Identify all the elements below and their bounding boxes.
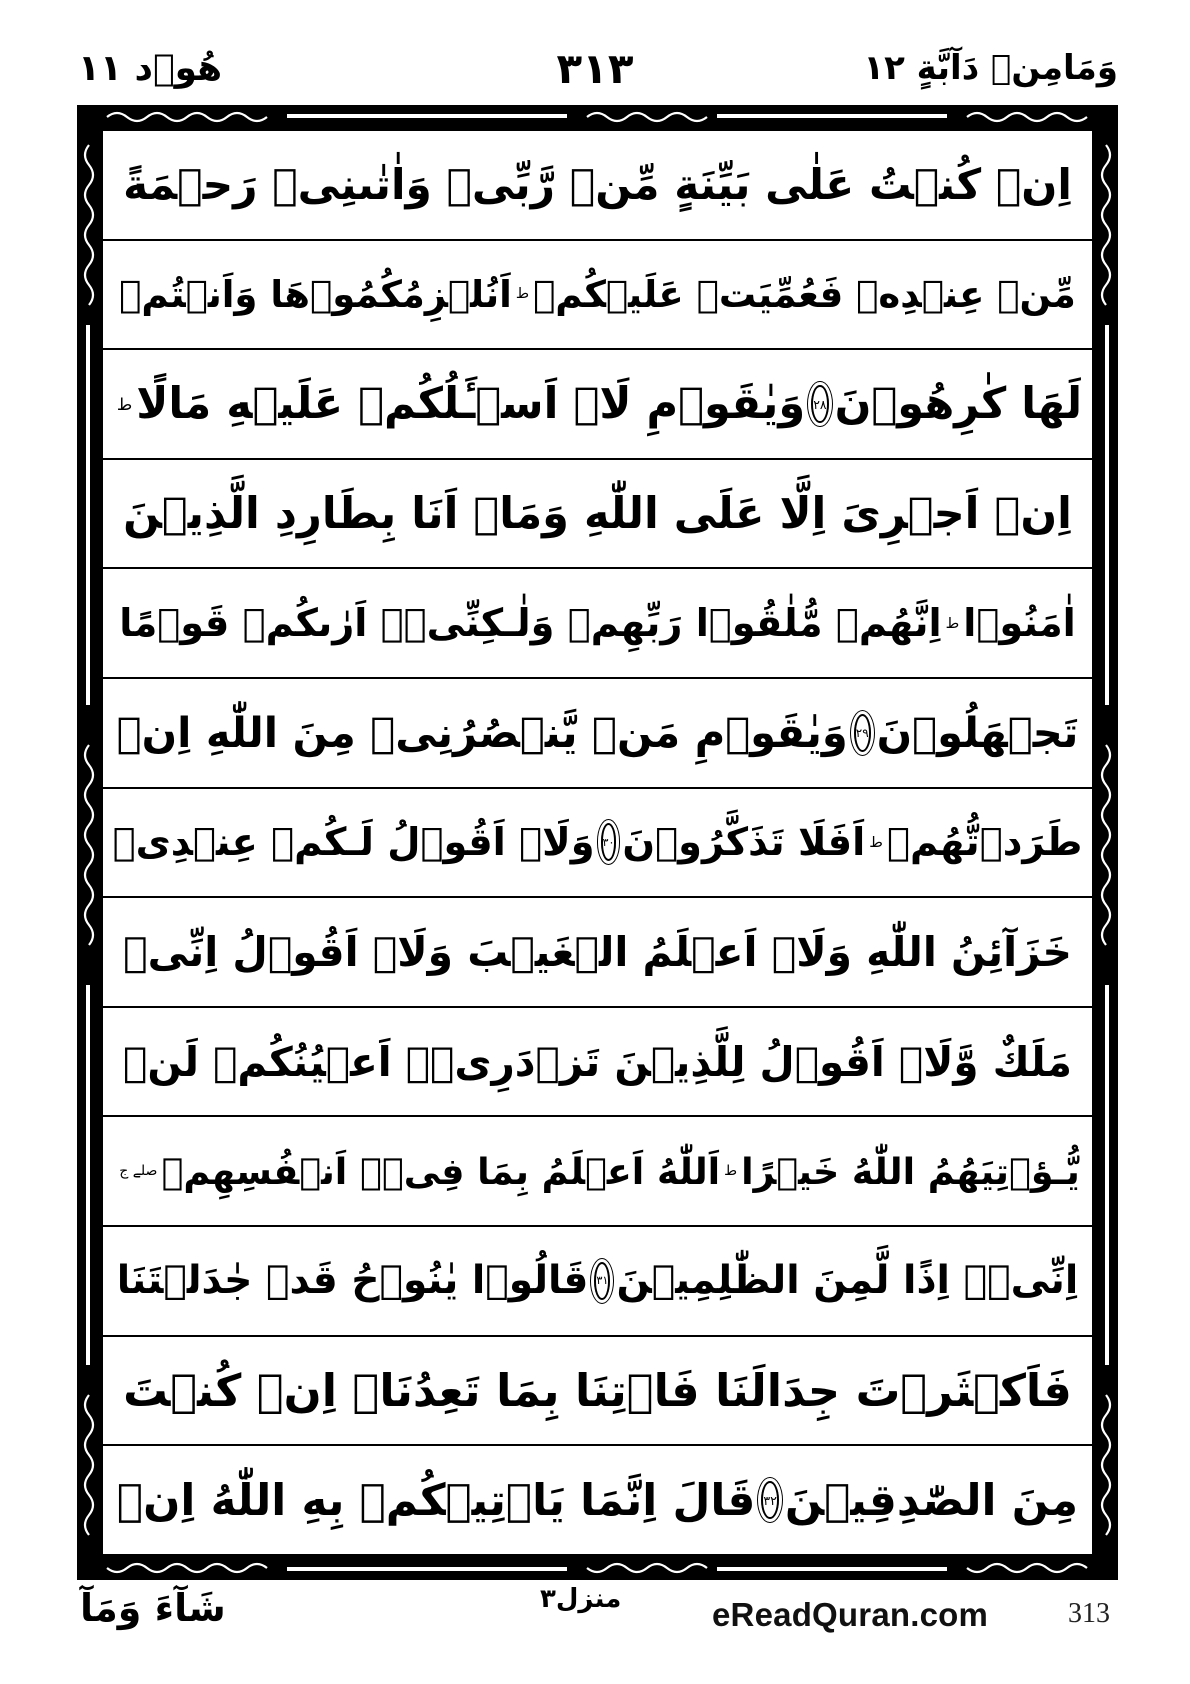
text-line-11 [103, 1227, 1092, 1337]
surah-name-label: هُوۡد ۱۱ [78, 48, 223, 89]
juz-name-label: وَمَامِنۡ دَآبَّةٍ ۱۲ [863, 48, 1118, 88]
line-text: وَلَاۤ اَقُوۡلُ لَـكُمۡ عِنۡدِىۡ [112, 819, 595, 865]
line-text: مَلَكٌ وَّلَاۤ اَقُوۡلُ لِلَّذِيۡنَ تَزۡدَرِىۡۤ اَعۡيُنُكُمۡ لَنۡ [123, 1037, 1072, 1086]
line-text: طَرَدۡتُّهُمۡ [886, 819, 1083, 865]
text-line-3 [103, 350, 1092, 460]
ayah-number-marker: ۲۹ [854, 714, 871, 752]
line-text: اَنُلۡزِمُكُمُوۡهَا وَاَنۡتُمۡ [119, 272, 512, 316]
text-line-8 [103, 898, 1092, 1008]
text-line-5 [103, 569, 1092, 679]
page-header [0, 44, 1190, 98]
line-text: اِنۡ كُنۡتُ عَلٰى بَيِّنَةٍ مِّنۡ رَّبِّىۡ وَاٰتٰىنِىۡ رَحۡمَةً [123, 160, 1072, 210]
text-lines [103, 131, 1092, 1554]
line-text: اَفَلَا تَذَكَّرُوۡنَ [622, 819, 866, 865]
line-text: خَزَآئِنُ اللّٰهِ وَلَاۤ اَعۡلَمُ الۡغَيۡبَ وَلَاۤ اَقُوۡلُ اِنِّىۡ [123, 928, 1072, 977]
line-text: وَيٰقَوۡمِ لَاۤ اَسۡـَٔلُكُمۡ عَلَيۡهِ مَالًا [136, 379, 806, 430]
waqf-mark: ط [724, 1163, 738, 1180]
page-footer [0, 1586, 1190, 1646]
waqf-mark: صلے ج [119, 1163, 158, 1180]
line-text: قَالُوۡا يٰنُوۡحُ قَدۡ جٰدَلۡتَنَا [116, 1258, 589, 1304]
ayah-number-marker: ۲۸ [811, 385, 828, 423]
text-line-9 [103, 1008, 1092, 1118]
ornamental-frame [77, 105, 1118, 1580]
waqf-mark: ط [945, 614, 960, 632]
waqf-mark: ط [116, 394, 133, 414]
text-line-12 [103, 1337, 1092, 1447]
text-line-7 [103, 789, 1092, 899]
line-text: وَيٰقَوۡمِ مَنۡ يَّنۡصُرُنِىۡ مِنَ اللّٰهِ اِنۡ [116, 708, 848, 758]
text-line-10 [103, 1117, 1092, 1227]
line-text: لَهَا كٰرِهُوۡنَ [834, 379, 1083, 430]
ayah-number-marker: ۳۲ [761, 1481, 779, 1519]
line-text: اَللّٰهُ اَعۡلَمُ بِمَا فِىۡۤ اَنۡفُسِهِمۡ [161, 1149, 721, 1193]
catchword-next-page: شَآءَ وَمَآ [80, 1586, 226, 1630]
line-text: اِنۡ اَجۡرِىَ اِلَّا عَلَى اللّٰهِ وَمَاۤ اَنَا بِطَارِدِ الَّذِيۡنَ [123, 488, 1072, 539]
waqf-mark: ط [515, 286, 530, 303]
text-line-13 [103, 1446, 1092, 1554]
line-text: اِنِّىۡۤ اِذًا لَّمِنَ الظّٰلِمِيۡنَ [616, 1258, 1079, 1304]
text-line-6 [103, 679, 1092, 789]
page-number: 313 [1068, 1598, 1110, 1629]
page-number-arabic: ۳۱۳ [556, 44, 634, 93]
line-text: تَجۡهَلُوۡنَ [876, 708, 1079, 758]
ayah-number-marker: ۳۰ [601, 823, 617, 861]
line-text: مِنَ الصّٰدِقِيۡنَ [784, 1474, 1079, 1526]
line-text: اٰمَنُوۡا [963, 600, 1076, 646]
manzil-label: منزل۳ [540, 1584, 622, 1614]
line-text: اِنَّهُمۡ مُّلٰقُوۡا رَبِّهِمۡ وَلٰـكِنِّىۡۤ اَرٰٮكُمۡ قَوۡمًا [119, 600, 942, 646]
waqf-mark: ط [869, 833, 883, 851]
text-line-4 [103, 460, 1092, 570]
site-watermark: eReadQuran.com [712, 1596, 989, 1633]
text-panel [101, 129, 1094, 1556]
ayah-number-marker: ۳۱ [594, 1262, 610, 1300]
line-text: مِّنۡ عِنۡدِهٖ فَعُمِّيَتۡ عَلَيۡكُمۡ [533, 272, 1076, 316]
line-text: فَاَكۡثَرۡتَ جِدَالَنَا فَاۡتِنَا بِمَا تَعِدُنَاۤ اِنۡ كُنۡتَ [123, 1364, 1072, 1417]
text-line-1 [103, 131, 1092, 241]
line-text: يُّـؤۡتِيَهُمُ اللّٰهُ خَيۡرًا [741, 1149, 1080, 1193]
text-line-2 [103, 241, 1092, 351]
line-text: قَالَ اِنَّمَا يَاۡتِيۡكُمۡ بِهِ اللّٰهُ اِنۡ [116, 1474, 756, 1526]
